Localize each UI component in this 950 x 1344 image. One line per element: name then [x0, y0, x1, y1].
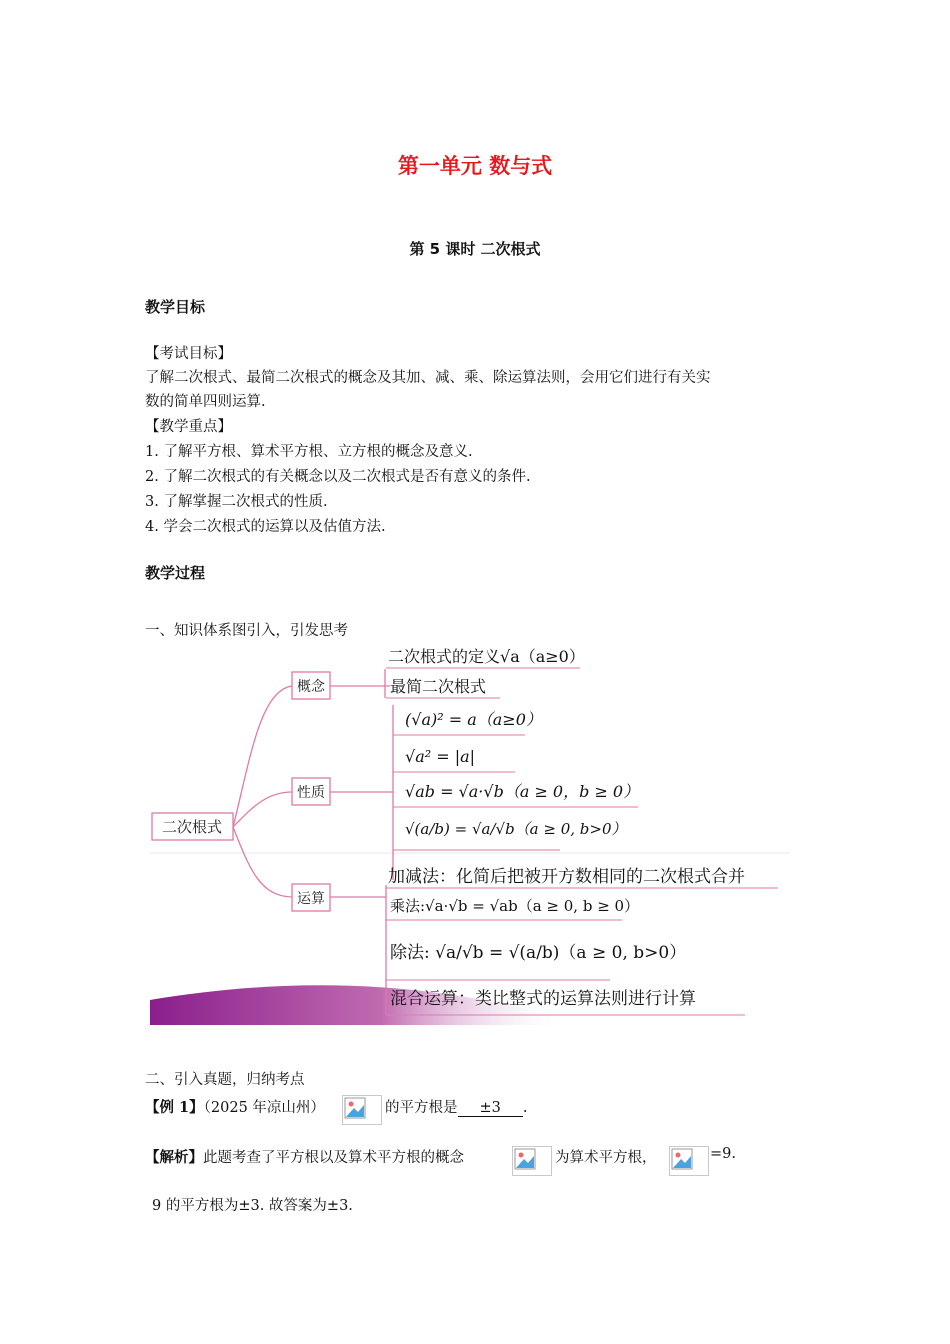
analysis-line-2: 9 的平方根为±3. 故答案为±3.	[152, 1198, 353, 1214]
focus-item: 3. 了解掌握二次根式的性质.	[145, 494, 328, 510]
knowledge-diagram	[150, 640, 790, 1025]
analysis-text-3: =9.	[710, 1146, 736, 1162]
focus-item: 2. 了解二次根式的有关概念以及二次根式是否有意义的条件.	[145, 469, 531, 485]
property-node: 性质	[297, 785, 325, 801]
focus-label: 【教学重点】	[145, 419, 232, 435]
connector-concept	[233, 686, 292, 827]
property-item: √(a/b) = √a/√b（a ≥ 0, b>0）	[405, 820, 627, 838]
operation-node: 运算	[297, 891, 325, 907]
exam-goal-label: 【考试目标】	[145, 346, 232, 362]
broken-image-icon	[669, 1146, 709, 1176]
example-source: （2025 年凉山州）	[203, 1100, 325, 1116]
operation-item: 混合运算：类比整式的运算法则进行计算	[390, 989, 696, 1009]
exam-goal-text-1: 了解二次根式、最简二次根式的概念及其加、减、乘、除运算法则，会用它们进行有关实	[145, 370, 711, 386]
analysis-label: 【解析】	[145, 1149, 203, 1166]
broken-image-icon	[512, 1146, 552, 1176]
example-1-label	[145, 1096, 325, 1117]
analysis-text-1: 此题考查了平方根以及算术平方根的概念	[203, 1150, 464, 1166]
answer-blank: ±3	[458, 1100, 523, 1117]
step-2-title: 二、引入真题，归纳考点	[145, 1072, 305, 1088]
property-item: √ab = √a·√b（a ≥ 0，b ≥ 0）	[405, 782, 640, 801]
root-node: 二次根式	[161, 818, 223, 836]
example-label: 【例 1】	[145, 1099, 204, 1116]
process-heading: 教学过程	[145, 564, 206, 582]
connector-property	[233, 792, 292, 827]
analysis-line-1	[145, 1146, 464, 1167]
objectives-heading: 教学目标	[145, 298, 206, 316]
exam-goal-text-2: 数的简单四则运算.	[145, 394, 266, 410]
lesson-title: 第 5 课时 二次根式	[409, 240, 541, 258]
example-end: .	[522, 1100, 528, 1116]
focus-item: 1. 了解平方根、算术平方根、立方根的概念及意义.	[145, 444, 473, 460]
analysis-text-2: 为算术平方根，	[555, 1150, 657, 1166]
broken-image-icon	[342, 1095, 382, 1125]
unit-title: 第一单元 数与式	[397, 154, 553, 178]
operation-item: 除法: √a/√b = √(a/b)（a ≥ 0, b>0）	[390, 943, 687, 963]
step-1-title: 一、知识体系图引入，引发思考	[145, 623, 348, 639]
property-item: √a² = |a|	[405, 747, 476, 766]
connector-operation	[233, 827, 292, 897]
operation-item: 加减法：化简后把被开方数相同的二次根式合并	[388, 867, 745, 887]
concept-node: 概念	[297, 679, 325, 695]
example-1-question	[385, 1096, 527, 1117]
concept-item: 二次根式的定义√a（a≥0）	[388, 647, 585, 666]
focus-item: 4. 学会二次根式的运算以及估值方法.	[145, 519, 386, 535]
concept-item: 最简二次根式	[390, 677, 487, 696]
property-item: (√a)² = a（a≥0）	[405, 710, 542, 729]
example-text: 的平方根是	[385, 1100, 458, 1116]
operation-item: 乘法:√a·√b = √ab（a ≥ 0, b ≥ 0）	[390, 897, 640, 915]
